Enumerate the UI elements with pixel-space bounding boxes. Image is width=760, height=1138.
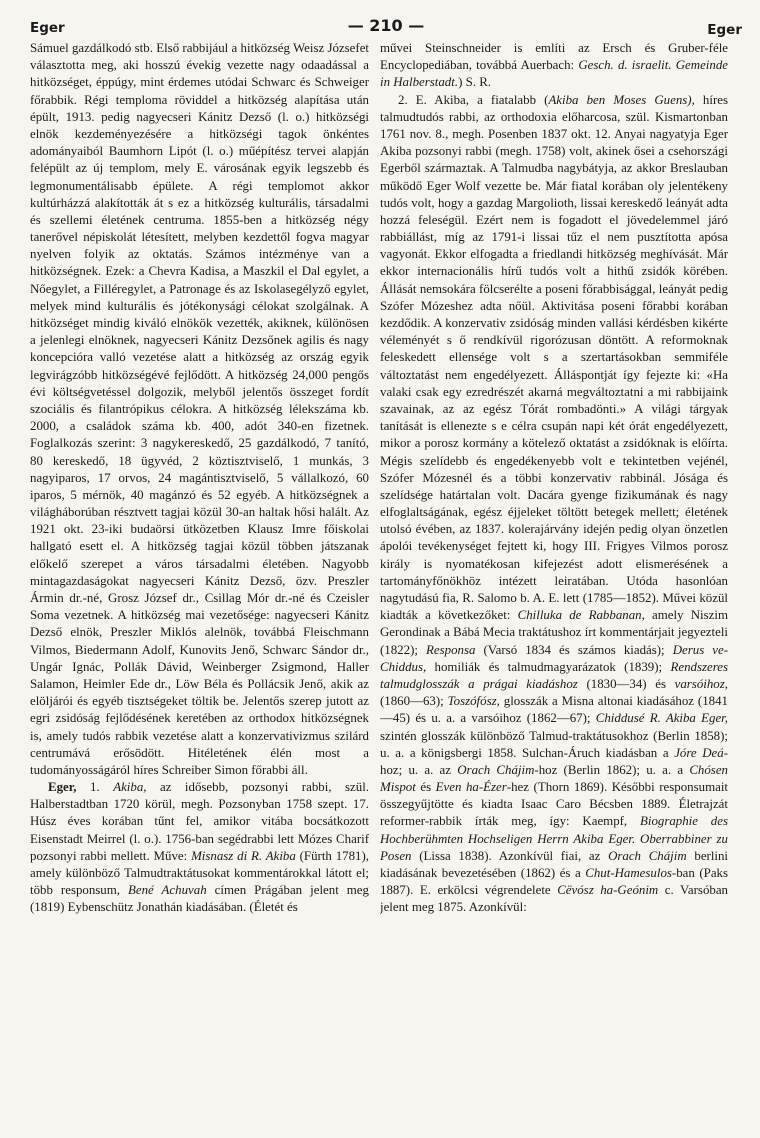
work-title: Jóre Deá <box>674 745 724 760</box>
entry-headword: Eger, <box>48 780 77 795</box>
work-title: varsóihoz, <box>674 676 728 691</box>
entry-subject-name: Akiba, <box>113 780 147 795</box>
work-title: Gesch. d. israelit. Gemeinde in Halberstadt. <box>380 58 728 90</box>
work-title: Biographie des Hochberühmten Hochseligen Herrn Akiba Eger. Oberrabbiner zu Posen <box>380 814 728 863</box>
work-title: Even ha-Ézer <box>435 780 507 795</box>
entry-text: szintén glosszák különböző Talmud-traktátusokhoz (Berlin 1858); u. a. a königsbergi 1858. Sulchan-Áruch kiadásban a <box>380 728 728 760</box>
work-title: Rendszeres talmudglosszák a prágai kiadáshoz <box>380 659 728 691</box>
entry-alt-name: Akiba ben Moses Guens), <box>548 92 695 107</box>
entry-text: és <box>415 780 436 795</box>
entry-text: (1860—63); <box>380 694 448 709</box>
entry-text: az idősebb, pozsonyi rabbi, szül. Halberstadtban 1720 körül, megh. Pozsonyban 1758 szept. 17. Húsz éves korában tűnt fel, amikor vitába bocsátkozott Eisenstadt Meirrel (l. o.). 1756-ban segédrabbi lett Mózes Charif pozsonyi rabbi mellett. Műve: <box>30 780 369 863</box>
entry-text: -hez (Thorn 1869). Későbbi responsumait összegyűjtötte és kiadta Isaac Caro Bécsben 1889. Életrajzát reformer-rabbik írták meg, így: Kaempf, <box>380 780 728 829</box>
entry-text: (Varsó 1834 és számos kiadás); <box>475 642 673 657</box>
entry-eger-akiba-younger <box>380 92 728 917</box>
work-title: Chilluka de Rabbanan, <box>517 608 645 623</box>
page-header <box>30 14 742 40</box>
entry-eger-akiba-elder <box>30 779 369 917</box>
entry-number: 1. <box>76 780 114 795</box>
work-title: Chut-Hamesulos <box>585 866 672 880</box>
entry-text: (1830—34) és <box>577 676 675 691</box>
work-title: Orach Chájim <box>457 762 535 777</box>
entry-text: amely Niszim Gerondinak a Bábá Mecia traktátushoz írt kommentárjait jegyezteli (1822); <box>380 608 728 657</box>
entry-text: c. Varsóban jelent meg 1875. Azonkívül: <box>380 883 728 915</box>
entry-text: -hoz; u. a. az <box>380 745 728 777</box>
page-number: — 210 — <box>347 16 425 35</box>
left-column <box>30 40 369 1130</box>
entry-text: címen Prágában jelent meg (1819) Eybenschütz Jonathán kiadásában. (Életét és <box>30 883 369 915</box>
work-title: Derus ve-Chiddus, <box>380 642 728 674</box>
header-right-keyword: Eger <box>707 22 742 38</box>
entry-eger-akiba-elder-continued <box>380 40 728 92</box>
work-title: Orach Chájim <box>608 848 687 863</box>
entry-text: a fiatalabb ( <box>469 92 549 107</box>
right-column <box>380 40 728 1130</box>
entry-author-initials: ) S. R. <box>458 75 492 90</box>
header-left-keyword: Eger <box>30 20 65 36</box>
entry-text: berlini kiadásának bevezetésében (1862) és a <box>380 848 728 880</box>
entry-text: híres talmudtudós rabbi, az orthodoxia előharcosa, szül. Kismartonban 1761 nov. 8., megh. Posenben 1837 okt. 12. Anyai nagyatyja Eger Akiba pozsonyi rabbi (megh. 1758) volt, akinek ősei a csehországi Egerből származtak. A Talmudba nagybátyja, az akkor Breslauban működő Eger Wolf vezette be. Már fiatal korában oly jelentékeny tudós volt, hogy a gazdag Margolioth, lissai kereskedő leányát adta hozzá feleségül. Ezért nem is fogadott el jövedelemmel járó rabbiállást, míg az 1791-i lissai tűz el nem pusztította apósa vagyonát. Ekkor elfogadta a friedlandi hitközség meghívását. Már ekkor internacionális hírű tudós volt a hithű zsidók körében. Állását nemsokára fölcserélte a poseni főrabbisággal, leányát pedig Szófer Mózeshez adta nőül. Aktivitása poseni főrabbi korában kezdődik. A konzervativ zsidóság minden vallási kérdésben kikérte véleményét s ő rendkívül rigorózusan döntött. A reformoknak feleskedett ellensége volt s a szertartásokban semmiféle változtatást nem engedélyezett. Álláspontját így fejezte ki: «Ha valaki csak egy ezredrészét akarná megváltoztatni a mi rabbijaink szavainak, az az egész Tórát rombadönti.» A világi tárgyak tanítását is ellenezte s e célra csupán napi két órát engedélyezett, mikor a porosz kormány a kötelező oktatást a zsidóknak is előírta. Mégis szelídebb és engedékenyebb volt e tekintetben vejénél, Szófer Mózesnél és a többi konzervativ rabbinál. Jósága és szelídsége határtalan volt. Dacára gyenge fizikumának és nagy elfoglaltságának, egész éjjeleket töltött betegek mellett; életének utolsó évében, az 1837. kolerajárvány idején pedig olyan önzetlen ápolói tevékenységet fejtett ki, hogy III. Frigyes Vilmos porosz király is nyomatékosan kifejezést adott elismerésének a tartományfőnökhöz intézett leiratában. Utóda hasonlóan nagytudású fia, R. Salomo b. A. E. lett (1785—1852). Művei közül kiadták a következőket: <box>380 92 728 623</box>
entry-text: (Lissa 1838). Azonkívül fiai, az <box>411 848 609 863</box>
entry-heading: 2. E. Akiba, <box>398 92 469 107</box>
work-title: Toszófósz, <box>447 694 500 709</box>
work-title: Cëvósz ha-Geónim <box>557 883 659 898</box>
entry-text: -ban (Paks 1887). E. erkölcsi végrendelete <box>380 866 728 898</box>
work-title: Chósen Mispot <box>380 762 728 795</box>
work-title: Responsa <box>426 642 476 657</box>
work-title: Bené Achuvah <box>128 883 207 898</box>
work-title: Misnasz di R. Akiba <box>191 848 296 863</box>
entry-text: (Fürth 1781), amely különböző Talmudtraktátusokat kommentárokkal látott el; több responsum, <box>30 848 369 898</box>
entry-text: glosszák a Misna altonai kiadásához (1841—45) és u. a. a varsóihoz (1862—67); <box>380 694 728 726</box>
entry-eger-community-continued: Sámuel gazdálkodó stb. Első rabbijául a hitközség Weisz Józsefet választotta meg, aki hosszú évekig vezette nagy odaadással a hitközséget, éppúgy, mint érdemes utódai Schwarc és Schweiger főrabbik. Régi temploma röviddel a hitközség alapítása után épült, 1913. pedig nagyecseri Kánitz Dezső (l. o.) hitközségi elnök kezdeményezésére a hitközségi tagok önkéntes adományaiból Baumhorn Lipót (l. o.) műépítész tervei alapján felépült az új templom, mely E. városának egyik legszebb és legmonumentálisabb épülete. A régi templomot akkor kultúrházzá alakították át s ez a hitközség kulturális, társadalmi és szellemi életének centruma. 1855-ben a hitközség négy tanerővel népiskolát létesített, melyben kezdettől fogva magyar nyelven folyik az oktatás. Számos intézménye van a hitközségnek. Ezek: a Chevra Kadisa, a Maszkil el Dal egylet, a Nőegylet, a Filléregylet, a Patronage és az Iskolasegélyző egylet, melyek mind kulturális és jótékonysági célokat szolgálnak. A hitközséget mindig kiváló elnökök vezették, akiknek, különösen a jelenlegi elnöknek, nagyecseri Kánitz Dezsőnek agilis és nagy koncepcióra valló vezetése alatt a hitközség az ország egyik legvirágzóbb hitközségévé fejlődött. A hitközség 24,000 pengős évi költségvetéssel dolgozik, melyből jelentős összeget fordít szociális és filantrópikus célokra. A hitközség lélekszáma kb. 2000, a családok száma kb. 400, adót 340-en fizetnek. Foglalkozás szerint: 3 nagykereskedő, 25 gazdálkodó, 7 tanító, 80 kereskedő, 18 ügyvéd, 2 köztisztviselő, 1 munkás, 3 nagyiparos, 17 orvos, 24 magántisztviselő, 5 vállalkozó, 60 iparos, 5 mérnök, 40 magánzó és 52 egyéb. A hitközségnek a világháborúban résztvett tagjai közül 30-an haltak hősi halált. Az 1921 okt. 23-iki budaörsi ütközetben Klausz Imre főiskolai hallgató esett el. A hitközség tagjai közül többen játszanak előkelő szerepet a város társadalmi életében. Nagyobb mintagazdaságokat nagyecseri Kánitz Dezső, özv. Preszler Ármin dr.-né, Grosz József dr., Csillag Mór dr.-né és Czeisler Soma vezetnek. A hitközség mai vezetősége: nagyecseri Kánitz Dezső elnök, Preszler Miklós alelnök, továbbá Fleischmann Vilmos, Biedermann Adolf, Kunovits Jenő, Schwarc Sándor dr., Ungár Ignác, Pollák Dávid, Weinberger Zsigmond, Haller Salamon, Heimler Ede dr., Löw Béla és Pollácsik Jenő, akik az elöljárói és egyéb tisztségeket töltik be. Jelentős szerep jutott az egri zsidóság fejlődésének keretében az orthodox hitközségnek is, amely tudós rabbik vezetése alatt a konzervativizmus szilárd centrumává erősödött. Hitéletének élén most a tudományosságáról híres Schreiber Simon főrabbi áll. <box>30 41 369 777</box>
entry-text: művei Steinschneider is említi az Ersch és Gruber-féle Encyclopediában, továbbá Auerbach: <box>380 41 728 73</box>
entry-text: homiliák és talmudmagyarázatok (1839); <box>426 659 671 674</box>
entry-text: -hoz (Berlin 1862); u. a. a <box>534 762 690 777</box>
work-title: Chiddusé R. Akiba Eger, <box>595 711 728 726</box>
